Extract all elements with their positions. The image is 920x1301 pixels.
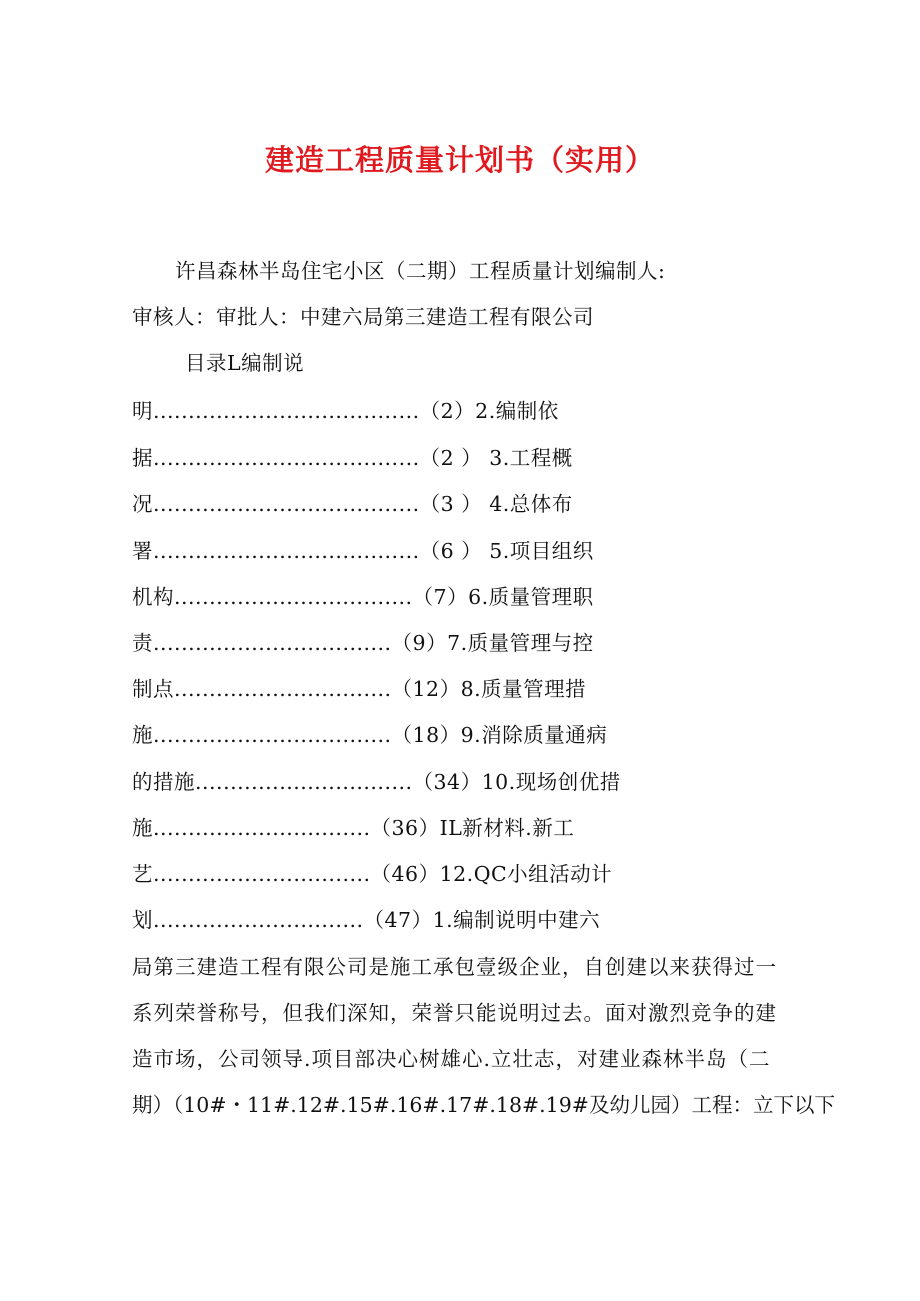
body-paragraph-line: 造市场，公司领导.项目部决心树雄心.立壮志，对建业森林半岛（二 [132, 1047, 771, 1071]
toc-line: 的措施...............................（34）10.现场创优措 [132, 770, 621, 794]
project-line: 许昌森林半岛住宅小区（二期）工程质量计划编制人: [175, 259, 666, 283]
body-paragraph-line: 局第三建造工程有限公司是施工承包壹级企业，自创建以来获得过一 [132, 955, 777, 979]
body-paragraph-line: 系列荣誉称号，但我们深知，荣誉只能说明过去。面对激烈竞争的建 [132, 1001, 777, 1025]
reviewer-line: 审核人：审批人：中建六局第三建造工程有限公司 [132, 305, 594, 329]
toc-line: 责..................................（9）7.质量管理与控 [132, 631, 594, 655]
toc-line: 署......................................（6 ） 5.项目组织 [132, 539, 594, 563]
document-title: 建造工程质量计划书（实用） [264, 143, 655, 177]
toc-line: 据......................................（2 ） 3.工程概 [132, 446, 573, 470]
toc-line: 制点...............................（12）8.质量管理措 [132, 677, 587, 701]
toc-line: 艺...............................（46）12.QC小组活动计 [132, 862, 613, 886]
toc-line: 施...............................（36）IL新材料.新工 [132, 816, 575, 840]
toc-line: 机构..................................（7）6.质量管理职 [132, 585, 594, 609]
toc-line: 划..............................（47）1.编制说明中建六 [132, 908, 601, 932]
toc-line: 施..................................（18）9.消除质量通病 [132, 723, 608, 747]
toc-line: 明......................................（2）2.编制依 [132, 399, 559, 423]
contents-heading: 目录L编制说 [185, 351, 305, 375]
body-paragraph-line: 期）（10#・11#.12#.15#.16#.17#.18#.19#及幼儿园）工程：立下以下 [132, 1093, 835, 1117]
toc-line: 况......................................（3 ） 4.总体布 [132, 492, 573, 516]
